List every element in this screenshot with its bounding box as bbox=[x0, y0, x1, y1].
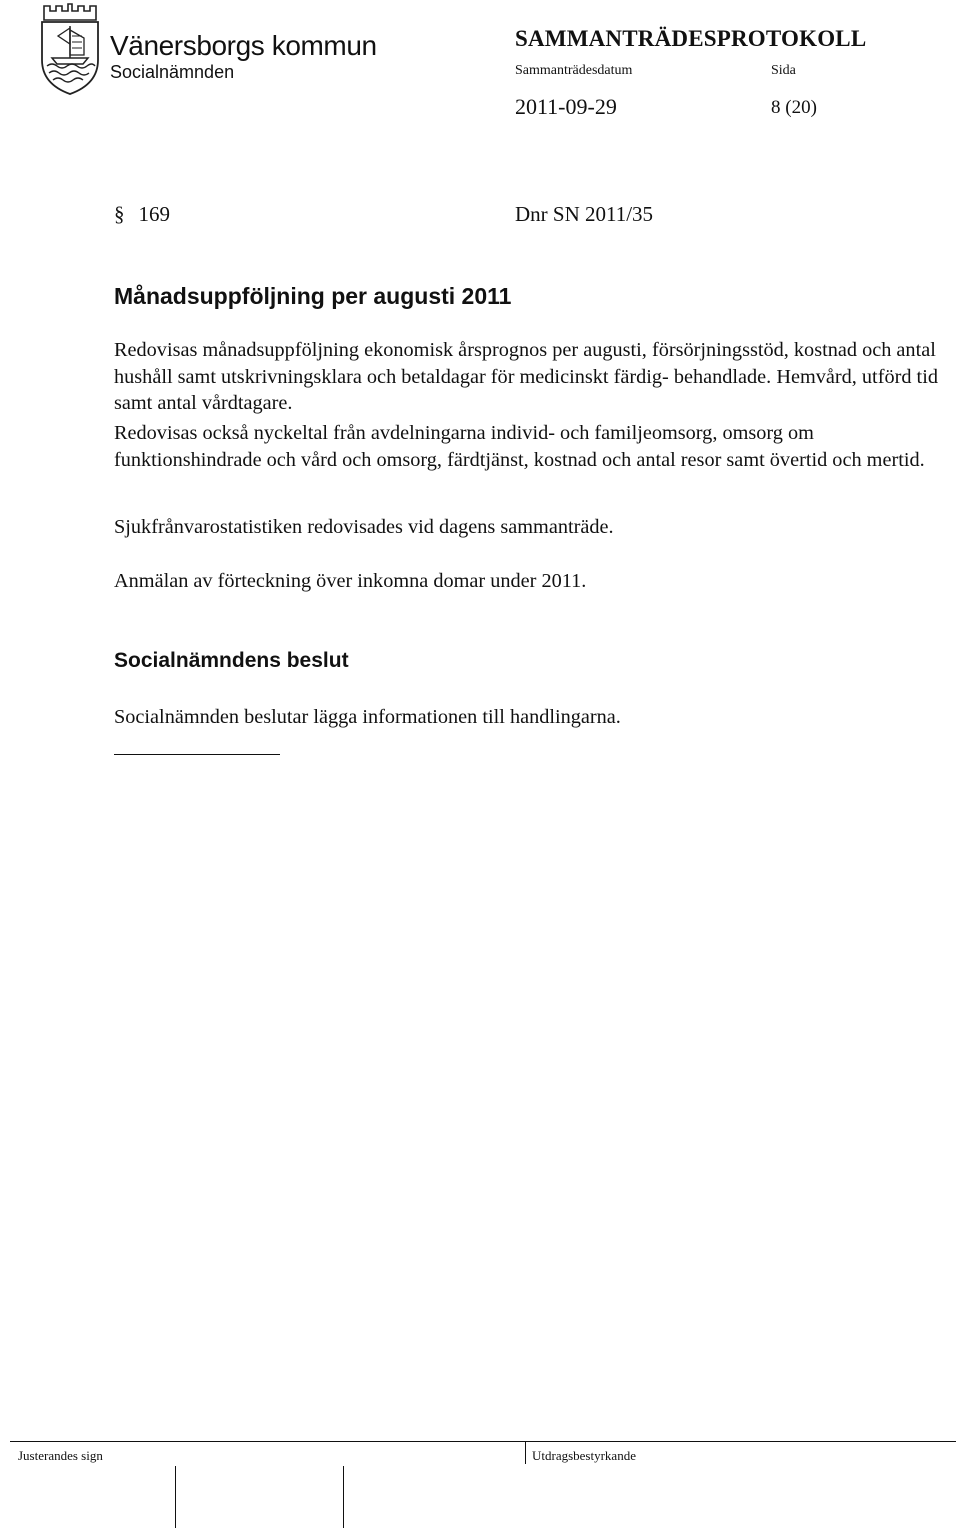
item-title: Månadsuppföljning per augusti 2011 bbox=[114, 283, 512, 309]
ship-shield-icon bbox=[38, 0, 102, 96]
body-paragraph: Anmälan av förteckning över inkomna domar under 2011. bbox=[114, 570, 587, 592]
meeting-date: 2011-09-29 bbox=[515, 94, 617, 119]
signature-label: Justerandes sign bbox=[18, 1448, 103, 1463]
paragraph-number: 169 bbox=[138, 202, 170, 226]
section-end-rule bbox=[114, 754, 280, 755]
body-paragraph: Sjukfrånvarostatistiken redovisades vid dagens sammanträde. bbox=[114, 516, 614, 538]
footer-divider bbox=[10, 1441, 956, 1442]
paragraph-sign: § bbox=[114, 202, 125, 226]
body-paragraph: Redovisas månadsuppföljning ekonomisk årsprognos per augusti, försörjningsstöd, kostnad och antal hushåll samt utskrivningsklara och betaldagar för medicinskt färdig- behandlade. Hemvård, utförd tid samt antal vårdtagare. bbox=[114, 339, 938, 414]
diary-number: Dnr SN 2011/35 bbox=[515, 202, 654, 226]
paragraph-number-line bbox=[114, 202, 170, 227]
signature-box-divider bbox=[343, 1466, 344, 1528]
page-label: Sida bbox=[771, 63, 796, 78]
footer-column-divider bbox=[525, 1441, 526, 1464]
decision-heading: Socialnämndens beslut bbox=[114, 649, 349, 672]
extract-certification-label: Utdragsbestyrkande bbox=[532, 1448, 636, 1463]
committee-name: Socialnämnden bbox=[110, 62, 235, 82]
meeting-date-label: Sammanträdesdatum bbox=[515, 63, 633, 78]
organization-name: Vänersborgs kommun bbox=[110, 30, 377, 61]
document-type: SAMMANTRÄDESPROTOKOLL bbox=[515, 26, 867, 51]
page-number: 8 (20) bbox=[771, 97, 817, 118]
body-paragraph: Redovisas också nyckeltal från avdelningarna individ- och familjeomsorg, omsorg om funktionshindrade och vård och omsorg, färdtjänst, kostnad och antal resor samt övertid och mertid. bbox=[114, 422, 925, 471]
decision-text: Socialnämnden beslutar lägga informationen till handlingarna. bbox=[114, 706, 621, 728]
signature-box-divider bbox=[175, 1466, 176, 1528]
